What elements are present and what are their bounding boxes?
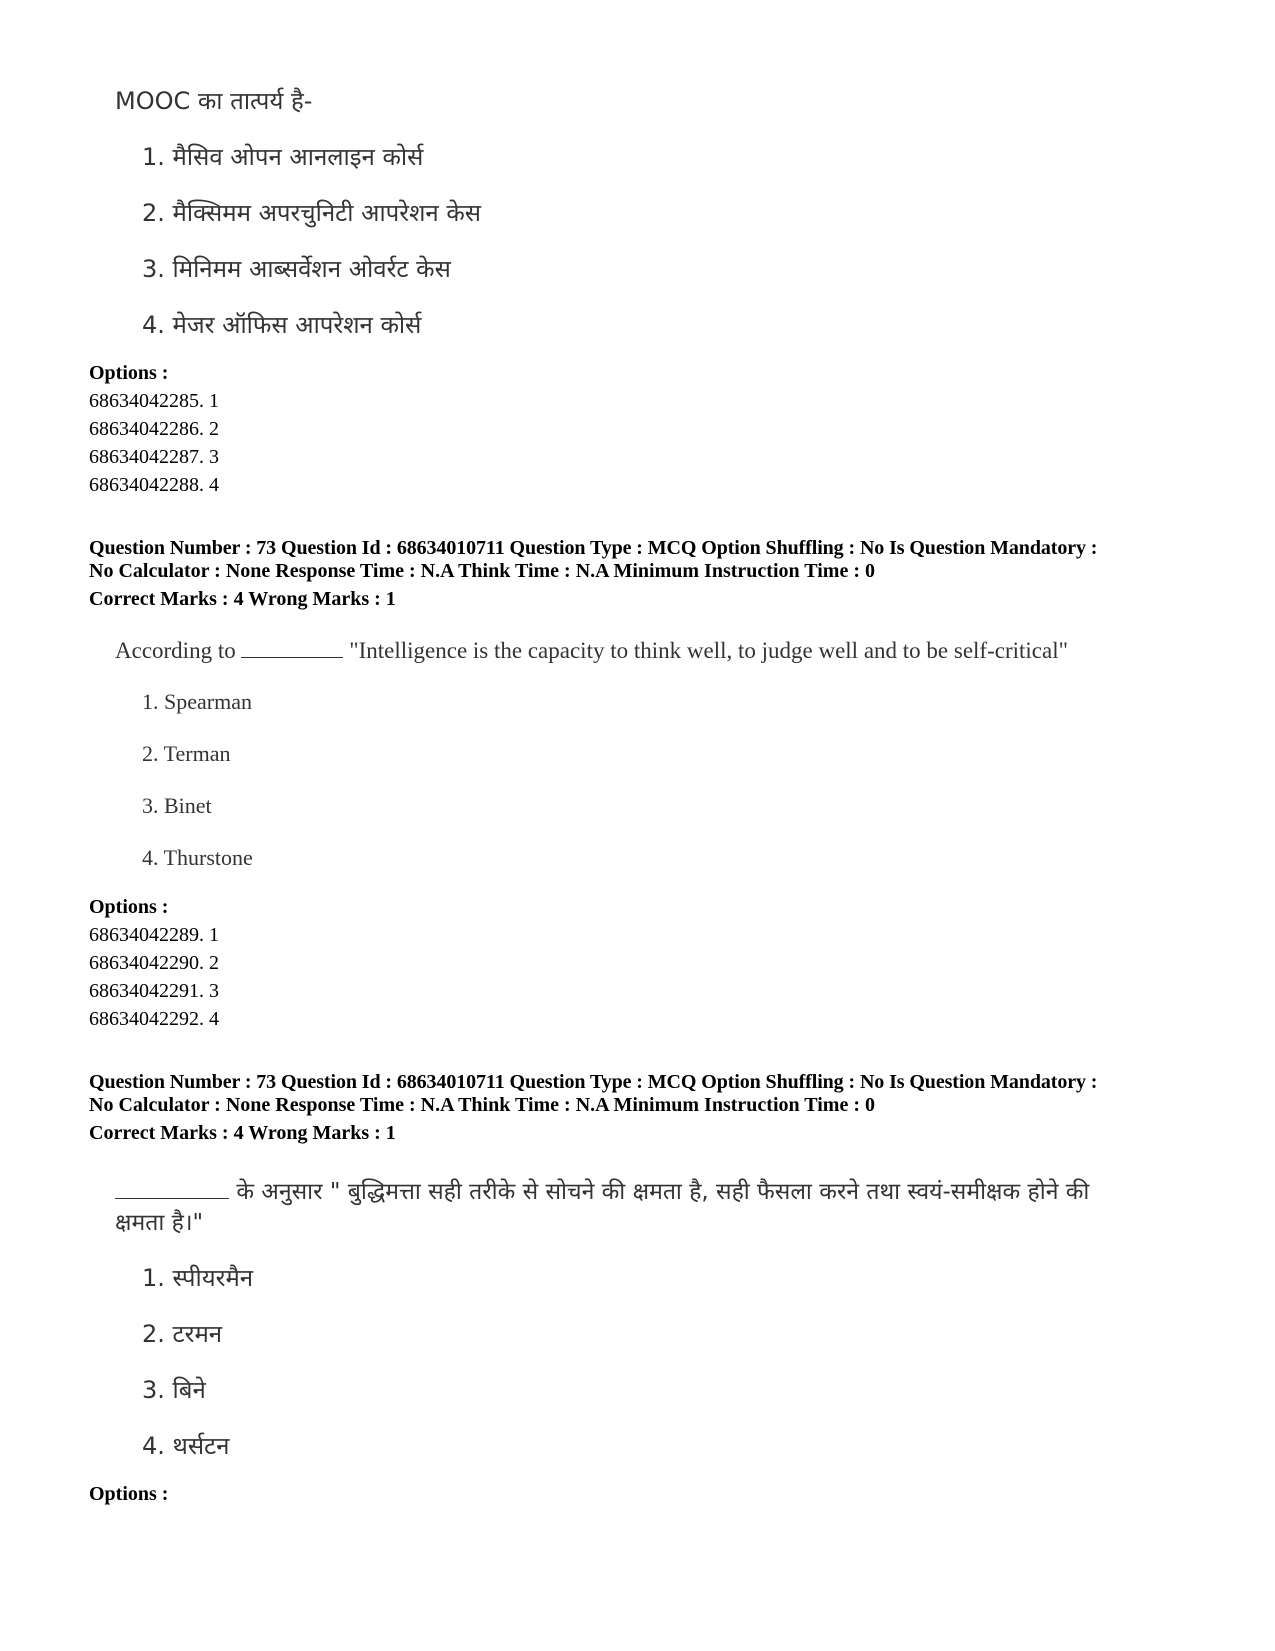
q73-hi-stem-line1	[115, 1174, 1089, 1206]
q73-en-choice-1: 1. Spearman	[142, 689, 252, 714]
q73-hi-choice-2: 2. टरमन	[142, 1320, 223, 1348]
q72-option-2: 68634042286. 2	[89, 418, 219, 440]
q73-hi-marks: Correct Marks : 4 Wrong Marks : 1	[89, 1122, 396, 1144]
q73-en-option-1: 68634042289. 1	[89, 924, 219, 946]
q73-en-meta-line2: No Calculator : None Response Time : N.A Think Time : N.A Minimum Instruction Time : 0	[89, 560, 875, 582]
q73-hi-choice-4: 4. थर्सटन	[142, 1432, 230, 1460]
q72-option-3: 68634042287. 3	[89, 446, 219, 468]
q73-en-marks: Correct Marks : 4 Wrong Marks : 1	[89, 588, 396, 610]
q73-en-stem-suffix: "Intelligence is the capacity to think well, to judge well and to be self-critical"	[349, 638, 1068, 663]
q72-choice-2: 2. मैक्सिमम अपरचुनिटी आपरेशन केस	[142, 199, 481, 227]
q73-en-option-2: 68634042290. 2	[89, 952, 219, 974]
q73-en-choice-4: 4. Thurstone	[142, 845, 253, 870]
q72-choice-3: 3. मिनिमम आब्सर्वेशन ओवर्रट केस	[142, 255, 451, 283]
q72-choice-4: 4. मेजर ऑफिस आपरेशन कोर्स	[142, 311, 422, 339]
q73-hi-choice-1: 1. स्पीयरमैन	[142, 1264, 254, 1292]
q73-hi-stem-line1-suffix: के अनुसार " बुद्धिमत्ता सही तरीके से सोचने की क्षमता है, सही फैसला करने तथा स्वयं-समीक्षक होने की	[236, 1179, 1090, 1205]
q73-en-option-3: 68634042291. 3	[89, 980, 219, 1002]
q73-hi-meta-line1: Question Number : 73 Question Id : 68634010711 Question Type : MCQ Option Shuffling : No Is Question Mandatory :	[89, 1071, 1098, 1093]
q73-en-meta-line1: Question Number : 73 Question Id : 68634010711 Question Type : MCQ Option Shuffling : No Is Question Mandatory :	[89, 537, 1098, 559]
q73-hi-blank	[115, 1178, 229, 1199]
q73-en-blank	[241, 637, 343, 658]
q73-en-options-label: Options :	[89, 896, 169, 918]
q72-choice-1: 1. मैसिव ओपन आनलाइन कोर्स	[142, 143, 424, 171]
q72-options-label: Options :	[89, 362, 169, 384]
q73-en-option-4: 68634042292. 4	[89, 1008, 219, 1030]
q73-en-choice-2: 2. Terman	[142, 741, 231, 766]
q73-hi-choice-3: 3. बिने	[142, 1376, 206, 1404]
q73-hi-stem-line2: क्षमता है।"	[115, 1210, 204, 1236]
q73-hi-meta-line2: No Calculator : None Response Time : N.A Think Time : N.A Minimum Instruction Time : 0	[89, 1094, 875, 1116]
q73-hi-options-label: Options :	[89, 1483, 169, 1505]
q73-en-stem-prefix: According to	[115, 638, 236, 663]
q73-en-stem	[115, 637, 1068, 664]
q72-stem: MOOC का तात्पर्य है-	[115, 87, 313, 115]
q72-option-1: 68634042285. 1	[89, 390, 219, 412]
q73-en-choice-3: 3. Binet	[142, 793, 212, 818]
q72-option-4: 68634042288. 4	[89, 474, 219, 496]
